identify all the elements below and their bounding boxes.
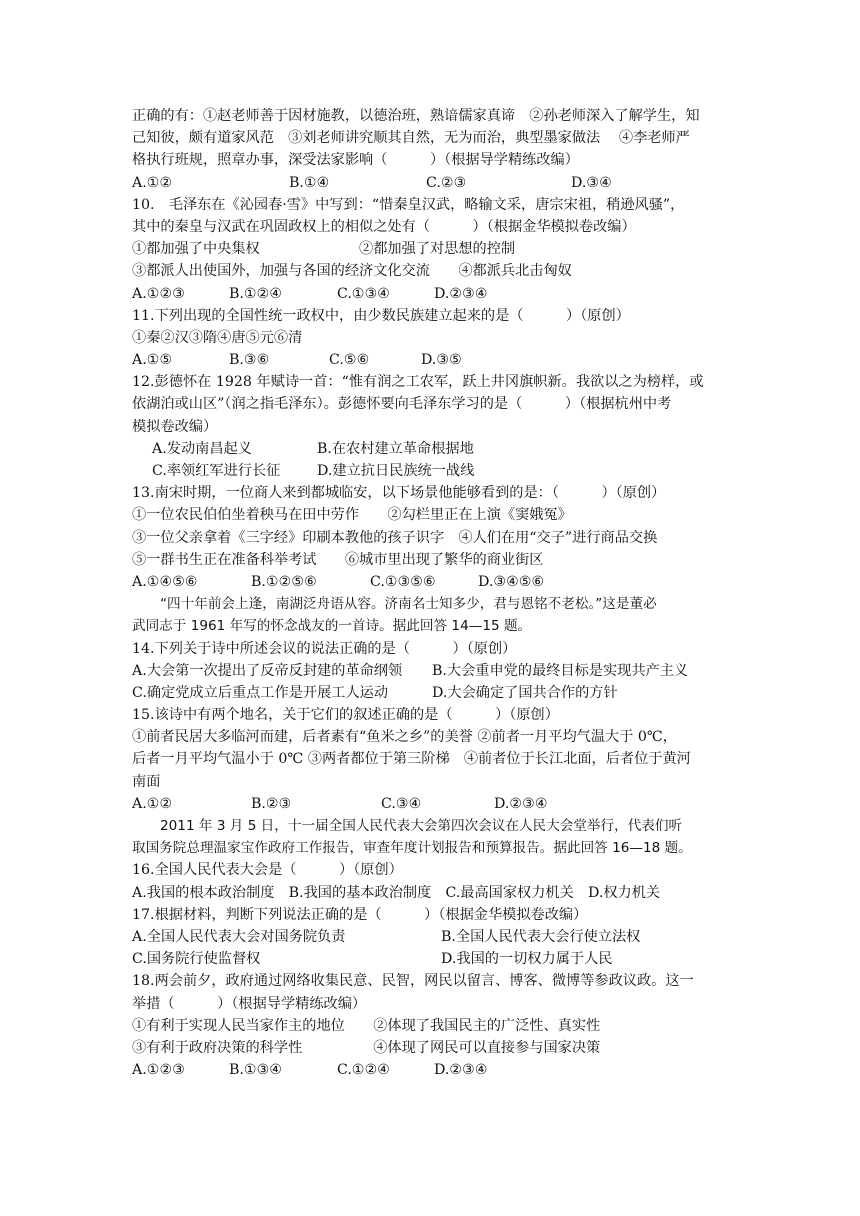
option-d: D.大会确定了国共合作的方针 [432,684,618,701]
exam-content [132,105,732,1081]
answer-options-row [132,460,732,482]
option-d: D.我国的一切权力属于人民 [441,951,613,968]
question-18 [132,970,732,1081]
option-b: B.在农村建立革命根据地 [317,440,474,457]
option-d: D.②③④ [434,285,488,302]
reading-passage [132,593,732,637]
option-b: B.①④ [289,174,330,191]
answer-options-row [132,438,732,460]
option-c: C.①③④ [337,285,391,302]
option-c: C.①②④ [337,1062,391,1079]
question-14 [132,638,732,705]
question-stem: 11.下列出现的全国性统一政权中，由少数民族建立起来的是（ ）（原创） [132,307,630,324]
option-d: D.③⑤ [421,352,462,369]
text-line: 己知彼，颇有道家风范 ③刘老师讲究顺其自然，无为而治，典型墨家做法 ④李老师严 [132,130,690,147]
option-d: D.②③④ [434,1062,488,1079]
passage-line: “四十年前会上逢，南湖泛舟语从容。济南名士知多少，君与恩铭不老松。”这是董必 [160,596,657,613]
question-stem: 17.根据材料，判断下列说法正确的是（ ）（根据金华模拟卷改编） [132,906,588,923]
option-b: B.全国人民代表大会行使立法权 [441,928,641,945]
option-b: B.①②⑤⑥ [251,573,317,590]
option-c: C.率领红军进行长征 [152,463,281,479]
statement-line: ①前者民居大多临河而建，后者素有“鱼米之乡”的美誉 ②前者一月平均气温大于 0℃， [132,729,677,746]
answer-options [132,571,732,593]
option-c: C.①③⑤⑥ [370,573,436,590]
option-a: A.①② [132,795,173,812]
option-a: A.①⑤ [132,352,173,369]
option-a: A.大会第一次提出了反帝反封建的革命纲领 [132,662,403,679]
text-line: 其中的秦皇与汉武在巩固政权上的相似之处有（ ）（根据金华模拟卷改编） [132,218,636,235]
option-c: C.⑤⑥ [329,352,370,369]
option-c: C.③④ [381,795,422,812]
answer-options-row [132,926,732,948]
statement-line: ③有利于政府决策的科学性 ④体现了网民可以直接参与国家决策 [132,1039,601,1056]
answer-options-row [132,682,732,704]
option-c: C.国务院行使监督权 [132,951,261,968]
option-b: B.①②④ [229,285,283,302]
statement-line: 后者一月平均气温小于 0℃ ③两者都位于第三阶梯 ④前者位于长江北面，后者位于黄河 [132,751,691,768]
statement-line: 南面 [132,773,161,790]
text-line: 正确的有：①赵老师善于因材施教，以德治班，熟谙儒家真谛 ②孙老师深入了解学生，知 [132,108,700,124]
option-b: B.③⑥ [229,352,270,369]
option-b: B.大会重申党的最终目标是实现共产主义 [432,662,689,679]
answer-options-row [132,948,732,970]
option-a: A.①②③ [132,1062,185,1079]
text-line: 模拟卷改编） [132,418,218,435]
passage-line: 2011 年 3 月 5 日，十一届全国人民代表大会第四次会议在人民大会堂举行，代表们听 [160,818,683,834]
question-17 [132,904,732,971]
answer-options: A.我国的根本政治制度 B.我国的基本政治制度 C.最高国家权力机关 D.权力机关 [132,884,661,901]
option-b: B.②③ [251,795,292,812]
question-12 [132,371,732,482]
option-c: C.确定党成立后重点工作是开展工人运动 [132,684,389,701]
option-a: A.全国人民代表大会对国务院负责 [132,928,346,945]
statement-line: ③都派人出使国外，加强与各国的经济文化交流 ④都派兵北击匈奴 [132,263,572,280]
statement-line: ①一位农民伯伯坐着秧马在田中劳作 ②勾栏里正在上演《窦娥冤》 [132,507,572,524]
question-stem: 15.该诗中有两个地名，关于它们的叙述正确的是（ ）（原创） [132,707,559,724]
option-d: D.建立抗日民族统一战线 [317,463,475,479]
answer-options [132,172,732,194]
option-a: A.发动南昌起义 [152,440,252,457]
answer-options-row [132,660,732,682]
question-stem: 18.两会前夕，政府通过网络收集民意、民智，网民以留言、博客、微博等参政议政。这一 [132,973,694,990]
question-16 [132,859,732,903]
statement-line: ⑤一群书生正在准备科举考试 ⑥城市里出现了繁华的商业街区 [132,551,544,568]
answer-options [132,793,732,815]
option-a: A.①② [132,174,173,191]
text-line: 格执行班规，照章办事，深受法家影响（ ）（根据导学精练改编） [132,152,579,169]
option-d: D.③④ [571,174,612,191]
question-15 [132,704,732,815]
statement-line: ①秦②汉③隋④唐⑤元⑥清 [132,329,303,346]
question-13 [132,482,732,593]
passage-line: 取国务院总理温家宝作政府工作报告，审查年度计划报告和预算报告。据此回答 16—18 题。 [132,840,692,857]
option-d: D.③④⑤⑥ [478,573,545,590]
question-stem: 10. 毛泽东在《沁园春·雪》中写到：“惜秦皇汉武，略输文采，唐宗宋祖，稍逊风骚”， [132,196,685,213]
option-a: A.①④⑤⑥ [132,573,198,590]
question-9-tail [132,105,732,194]
option-b: B.①③④ [229,1062,283,1079]
question-stem: 13.南宋时期，一位商人来到都城临安，以下场景他能够看到的是：（ ）（原创） [132,485,666,502]
passage-line: 武同志于 1961 年写的怀念战友的一首诗。据此回答 14—15 题。 [132,618,532,635]
question-11 [132,305,732,372]
answer-options [132,1059,732,1081]
question-stem: 14.下列关于诗中所述会议的说法正确的是（ ）（原创） [132,640,517,657]
option-d: D.②③④ [494,795,548,812]
answer-options [132,349,732,371]
statement-line: ③一位父亲拿着《三字经》印刷本教他的孩子识字 ④人们在用“交子”进行商品交换 [132,529,658,546]
question-10 [132,194,732,305]
option-a: A.①②③ [132,285,185,302]
text-line: 依湖泊或山区”（润之指毛泽东）。彭德怀要向毛泽东学习的是（ ）（根据杭州中考 [132,396,672,413]
question-stem: 16.全国人民代表大会是（ ）（原创） [132,862,403,879]
answer-options [132,283,732,305]
statement-line: ①都加强了中央集权 ②都加强了对思想的控制 [132,241,516,258]
option-c: C.②③ [426,174,467,191]
statement-line: ①有利于实现人民当家作主的地位 ②体现了我国民主的广泛性、真实性 [132,1017,601,1034]
reading-passage [132,815,732,859]
question-stem: 12.彭德怀在 1928 年赋诗一首：“惟有润之工农军，跃上井冈旗帜新。我欲以之为榜样，或 [132,374,704,391]
text-line: 举措（ ）（根据导学精练改编） [132,995,367,1012]
